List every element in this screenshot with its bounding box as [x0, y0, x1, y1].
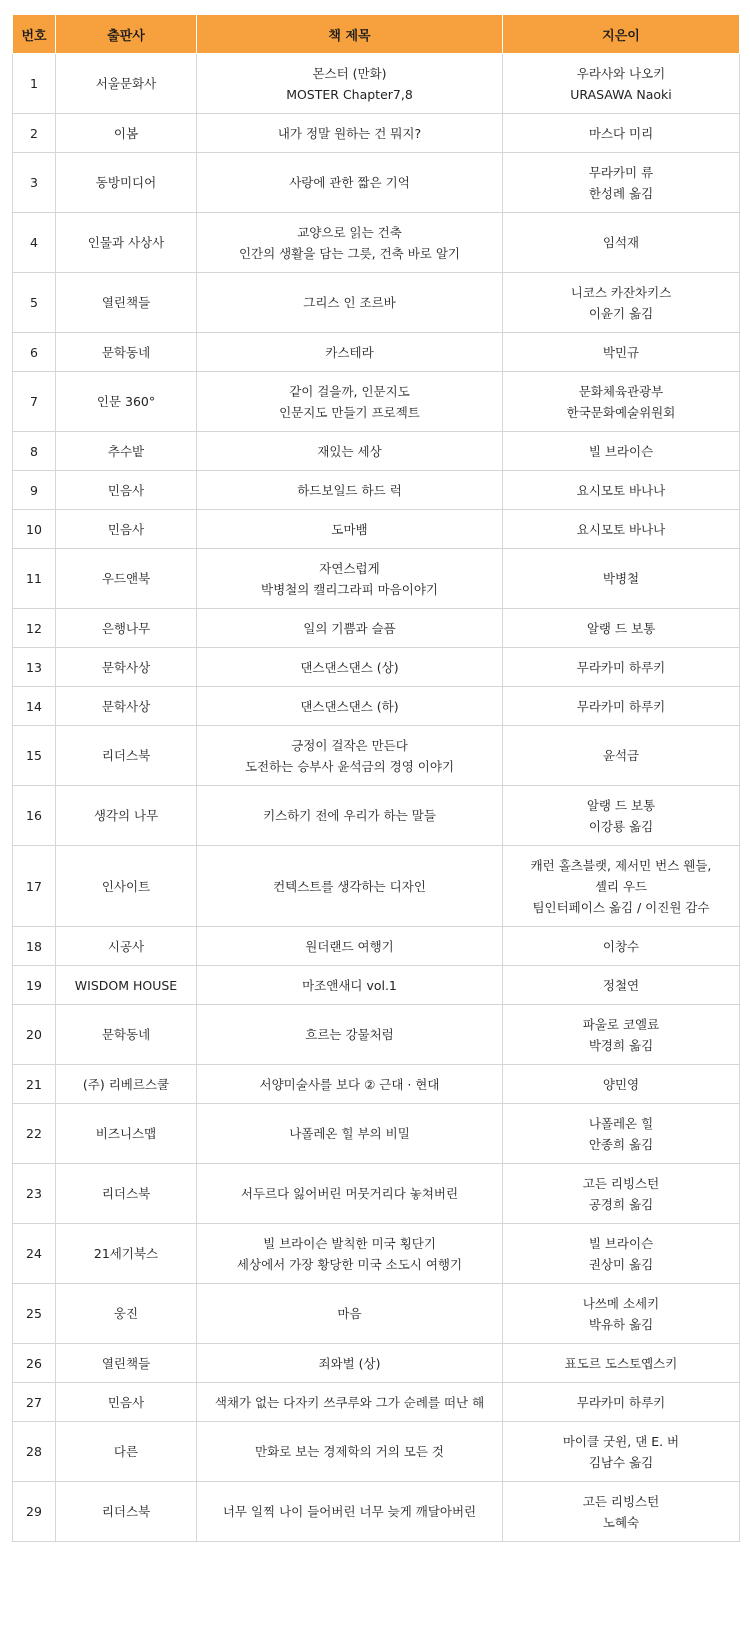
table-row [13, 687, 740, 726]
author-cell [503, 609, 740, 648]
number-cell: 7 [13, 372, 56, 432]
author-cell-line: 나폴레온 힐 [588, 1115, 654, 1131]
publisher-cell: 문학동네 [56, 333, 197, 372]
table-row [13, 1284, 740, 1344]
author-cell [503, 213, 740, 273]
table-row [13, 1422, 740, 1482]
author-cell [503, 471, 740, 510]
title-cell-line: 만화로 보는 경제학의 거의 모든 것 [255, 1444, 444, 1459]
publisher-cell: 리더스북 [56, 1482, 197, 1542]
title-cell [197, 1383, 503, 1422]
number-cell: 11 [13, 549, 56, 609]
header-author: 지은이 [503, 15, 740, 54]
author-cell [503, 1104, 740, 1164]
author-cell-line: 빌 브라이슨 [588, 443, 654, 459]
publisher-cell: 비즈니스맵 [56, 1104, 197, 1164]
author-cell [503, 927, 740, 966]
table-row [13, 786, 740, 846]
publisher-cell: 인문 360° [56, 372, 197, 432]
title-cell-line: 재있는 세상 [317, 443, 382, 459]
author-cell-line: 문화체육관광부 [578, 383, 664, 399]
title-cell [197, 726, 503, 786]
title-cell-line: 서두르다 잃어버린 머뭇거리다 놓쳐버린 [240, 1186, 459, 1201]
author-cell-line: 정철연 [602, 977, 640, 993]
author-cell-line: 노혜숙 [602, 1514, 640, 1530]
author-cell-line: 임석재 [602, 235, 640, 250]
table-row [13, 1164, 740, 1224]
number-cell: 6 [13, 333, 56, 372]
number-cell: 5 [13, 273, 56, 333]
title-cell-line: MOSTER Chapter7,8 [286, 86, 413, 102]
author-cell-line: 고든 리빙스턴 [582, 1175, 660, 1191]
title-cell-line: 세상에서 가장 황당한 미국 소도시 여행기 [236, 1256, 463, 1272]
title-cell [197, 273, 503, 333]
author-cell [503, 687, 740, 726]
publisher-cell: 문학동네 [56, 1005, 197, 1065]
title-cell [197, 114, 503, 153]
publisher-cell: 열린책들 [56, 273, 197, 333]
author-cell-line: 무라카미 하루키 [576, 698, 666, 714]
title-cell [197, 1482, 503, 1542]
table-row [13, 549, 740, 609]
title-cell-line: 자연스럽게 [319, 560, 380, 576]
author-cell [503, 114, 740, 153]
table-row [13, 114, 740, 153]
title-cell-line: 하드보일드 하드 럭 [297, 482, 402, 498]
title-cell [197, 609, 503, 648]
publisher-cell: 은행나무 [56, 609, 197, 648]
publisher-cell: WISDOM HOUSE [56, 966, 197, 1005]
table-row [13, 510, 740, 549]
title-cell-line: 인간의 생활을 담는 그릇, 건축 바로 알기 [238, 245, 460, 261]
number-cell: 14 [13, 687, 56, 726]
publisher-cell: 추수밭 [56, 432, 197, 471]
author-cell [503, 1065, 740, 1104]
publisher-cell: 민음사 [56, 471, 197, 510]
title-cell-line: 긍정이 걸작은 만든다 [291, 737, 408, 753]
author-cell [503, 1164, 740, 1224]
author-cell [503, 273, 740, 333]
author-cell [503, 1344, 740, 1383]
publisher-cell: 민음사 [56, 510, 197, 549]
number-cell: 29 [13, 1482, 56, 1542]
author-cell-line: 요시모토 바나나 [576, 521, 666, 537]
author-cell-line: 빌 브라이슨 [588, 1235, 654, 1251]
title-cell-line: 마조앤새디 vol.1 [302, 977, 397, 993]
title-cell [197, 1344, 503, 1383]
header-publisher: 출판사 [56, 15, 197, 54]
title-cell-line: 너무 일찍 나이 들어버린 너무 늦게 깨달아버린 [222, 1504, 477, 1519]
author-cell-line: 마스다 미리 [588, 125, 654, 141]
author-cell-line: 알랭 드 보통 [586, 797, 656, 813]
title-cell-line: 카스테라 [325, 344, 374, 360]
title-cell [197, 54, 503, 114]
number-cell: 1 [13, 54, 56, 114]
number-cell: 12 [13, 609, 56, 648]
author-cell-line: 무라카미 하루키 [576, 659, 666, 675]
author-cell-line: 셸리 우드 [594, 878, 648, 894]
number-cell: 10 [13, 510, 56, 549]
author-cell-line: 박유하 옮김 [588, 1316, 654, 1332]
author-cell-line: 공경희 옮김 [588, 1196, 654, 1212]
title-cell [197, 372, 503, 432]
table-row [13, 213, 740, 273]
author-cell [503, 726, 740, 786]
number-cell: 26 [13, 1344, 56, 1383]
publisher-cell: 인사이트 [56, 846, 197, 927]
author-cell [503, 153, 740, 213]
publisher-cell: 시공사 [56, 927, 197, 966]
number-cell: 17 [13, 846, 56, 927]
author-cell [503, 786, 740, 846]
author-cell-line: 무라카미 류 [588, 164, 654, 180]
publisher-cell: 열린책들 [56, 1344, 197, 1383]
author-cell-line: 캐런 홀츠블랫, 제서민 번스 웬들, [530, 857, 712, 873]
publisher-cell: 이봄 [56, 114, 197, 153]
title-cell [197, 510, 503, 549]
author-cell-line: 이창수 [602, 938, 640, 954]
table-body [13, 54, 740, 1542]
title-cell-line: 마음 [337, 1306, 362, 1321]
author-cell [503, 648, 740, 687]
publisher-cell: 민음사 [56, 1383, 197, 1422]
number-cell: 15 [13, 726, 56, 786]
number-cell: 27 [13, 1383, 56, 1422]
title-cell [197, 966, 503, 1005]
title-cell-line: 그리스 인 조르바 [303, 295, 396, 310]
publisher-cell: 우드앤북 [56, 549, 197, 609]
publisher-cell: 동방미디어 [56, 153, 197, 213]
title-cell-line: 빌 브라이슨 발칙한 미국 횡단기 [263, 1235, 436, 1251]
author-cell-line: 박민규 [602, 344, 640, 360]
author-cell [503, 1422, 740, 1482]
title-cell [197, 1224, 503, 1284]
number-cell: 2 [13, 114, 56, 153]
title-cell-line: 같이 걸을까, 인문지도 [289, 383, 410, 399]
author-cell [503, 1005, 740, 1065]
author-cell [503, 333, 740, 372]
title-cell [197, 213, 503, 273]
author-cell-line: 나쓰메 소세키 [582, 1295, 660, 1311]
author-cell [503, 966, 740, 1005]
author-cell-line: 알랭 드 보통 [586, 620, 656, 636]
header-title: 책 제목 [197, 15, 503, 54]
title-cell-line: 일의 기쁨과 슬픔 [303, 620, 396, 636]
number-cell: 8 [13, 432, 56, 471]
table-row [13, 54, 740, 114]
author-cell-line: 팀인터페이스 옮김 / 이진원 감수 [532, 899, 710, 915]
table-row [13, 372, 740, 432]
title-cell-line: 내가 정말 원하는 건 뭐지? [277, 125, 422, 141]
number-cell: 4 [13, 213, 56, 273]
author-cell-line: 권상미 옮김 [588, 1256, 654, 1272]
number-cell: 20 [13, 1005, 56, 1065]
author-cell-line: 파울로 코엘료 [582, 1016, 660, 1032]
title-cell-line: 색채가 없는 다자키 쓰쿠루와 그가 순례를 떠난 해 [214, 1394, 485, 1410]
table-row [13, 927, 740, 966]
author-cell [503, 846, 740, 927]
number-cell: 23 [13, 1164, 56, 1224]
publisher-cell: (주) 리베르스쿨 [56, 1065, 197, 1104]
number-cell: 16 [13, 786, 56, 846]
title-cell [197, 846, 503, 927]
table-row [13, 1065, 740, 1104]
title-cell-line: 인문지도 만들기 프로젝트 [279, 404, 420, 420]
author-cell-line: 니코스 카잔차키스 [570, 284, 672, 300]
publisher-cell: 다른 [56, 1422, 197, 1482]
title-cell [197, 648, 503, 687]
title-cell-line: 몬스터 (만화) [312, 65, 387, 81]
book-table [12, 14, 740, 1542]
title-cell [197, 1104, 503, 1164]
author-cell [503, 1383, 740, 1422]
title-cell [197, 333, 503, 372]
title-cell [197, 432, 503, 471]
number-cell: 3 [13, 153, 56, 213]
author-cell-line: 이강룡 옮김 [588, 818, 654, 834]
title-cell [197, 1422, 503, 1482]
table-row [13, 333, 740, 372]
title-cell [197, 471, 503, 510]
title-cell [197, 1284, 503, 1344]
publisher-cell: 문학사상 [56, 687, 197, 726]
table-row [13, 1344, 740, 1383]
title-cell [197, 549, 503, 609]
author-cell-line: 양민영 [602, 1076, 640, 1092]
table-row [13, 153, 740, 213]
header-row [13, 15, 740, 54]
title-cell-line: 사랑에 관한 짧은 기억 [289, 175, 410, 190]
title-cell-line: 도전하는 승부사 윤석금의 경영 이야기 [244, 758, 455, 774]
title-cell [197, 687, 503, 726]
author-cell-line: 표도르 도스토옙스키 [564, 1355, 678, 1371]
title-cell [197, 1164, 503, 1224]
title-cell-line: 댄스댄스댄스 (하) [300, 698, 399, 714]
table-row [13, 273, 740, 333]
publisher-cell: 문학사상 [56, 648, 197, 687]
table-row [13, 1482, 740, 1542]
author-cell-line: 윤석금 [602, 748, 640, 763]
title-cell [197, 1065, 503, 1104]
author-cell-line: 고든 리빙스턴 [582, 1493, 660, 1509]
table-row [13, 1005, 740, 1065]
title-cell-line: 흐르는 강물처럼 [305, 1027, 394, 1042]
author-cell-line: 한성례 옮김 [588, 185, 654, 201]
title-cell-line: 키스하기 전에 우리가 하는 말들 [263, 808, 436, 823]
author-cell [503, 1224, 740, 1284]
author-cell [503, 432, 740, 471]
author-cell [503, 549, 740, 609]
table-row [13, 726, 740, 786]
author-cell-line: 요시모토 바나나 [576, 482, 666, 498]
publisher-cell: 리더스북 [56, 726, 197, 786]
author-cell-line: 한국문화예술위원회 [566, 404, 676, 420]
author-cell-line: URASAWA Naoki [570, 86, 672, 102]
table-row [13, 1383, 740, 1422]
table-row [13, 471, 740, 510]
publisher-cell: 인물과 사상사 [56, 213, 197, 273]
author-cell-line: 이윤기 옮김 [588, 305, 654, 321]
title-cell-line: 박병철의 캘리그라피 마음이야기 [261, 581, 438, 597]
author-cell-line: 안종희 옮김 [588, 1136, 654, 1152]
header-number: 번호 [13, 15, 56, 54]
author-cell-line: 우라사와 나오키 [576, 65, 666, 81]
table-row [13, 648, 740, 687]
title-cell-line: 도마뱀 [331, 521, 368, 537]
title-cell-line: 컨텍스트를 생각하는 디자인 [273, 878, 426, 894]
author-cell-line: 박경희 옮김 [588, 1037, 654, 1053]
number-cell: 21 [13, 1065, 56, 1104]
title-cell-line: 서양미술사를 보다 ② 근대 · 현대 [259, 1076, 440, 1092]
title-cell-line: 죄와벌 (상) [318, 1355, 381, 1371]
author-cell-line: 무라카미 하루키 [576, 1394, 666, 1410]
author-cell [503, 372, 740, 432]
author-cell [503, 1482, 740, 1542]
number-cell: 22 [13, 1104, 56, 1164]
number-cell: 28 [13, 1422, 56, 1482]
title-cell-line: 댄스댄스댄스 (상) [300, 659, 399, 675]
author-cell-line: 김남수 옮김 [588, 1454, 654, 1470]
author-cell [503, 510, 740, 549]
title-cell [197, 786, 503, 846]
table-row [13, 1104, 740, 1164]
publisher-cell: 웅진 [56, 1284, 197, 1344]
publisher-cell: 서울문화사 [56, 54, 197, 114]
title-cell [197, 153, 503, 213]
publisher-cell: 리더스북 [56, 1164, 197, 1224]
author-cell-line: 마이클 굿윈, 댄 E. 버 [562, 1433, 680, 1449]
author-cell [503, 1284, 740, 1344]
title-cell-line: 원더랜드 여행기 [305, 938, 394, 954]
number-cell: 24 [13, 1224, 56, 1284]
number-cell: 13 [13, 648, 56, 687]
table-row [13, 432, 740, 471]
publisher-cell: 생각의 나무 [56, 786, 197, 846]
table-row [13, 846, 740, 927]
number-cell: 18 [13, 927, 56, 966]
title-cell [197, 1005, 503, 1065]
publisher-cell: 21세기북스 [56, 1224, 197, 1284]
table-row [13, 609, 740, 648]
author-cell-line: 박병철 [602, 571, 640, 586]
title-cell [197, 927, 503, 966]
title-cell-line: 교양으로 읽는 건축 [297, 224, 402, 240]
table-row [13, 966, 740, 1005]
title-cell-line: 나폴레온 힐 부의 비밀 [289, 1126, 410, 1141]
number-cell: 19 [13, 966, 56, 1005]
author-cell [503, 54, 740, 114]
table-row [13, 1224, 740, 1284]
number-cell: 9 [13, 471, 56, 510]
number-cell: 25 [13, 1284, 56, 1344]
